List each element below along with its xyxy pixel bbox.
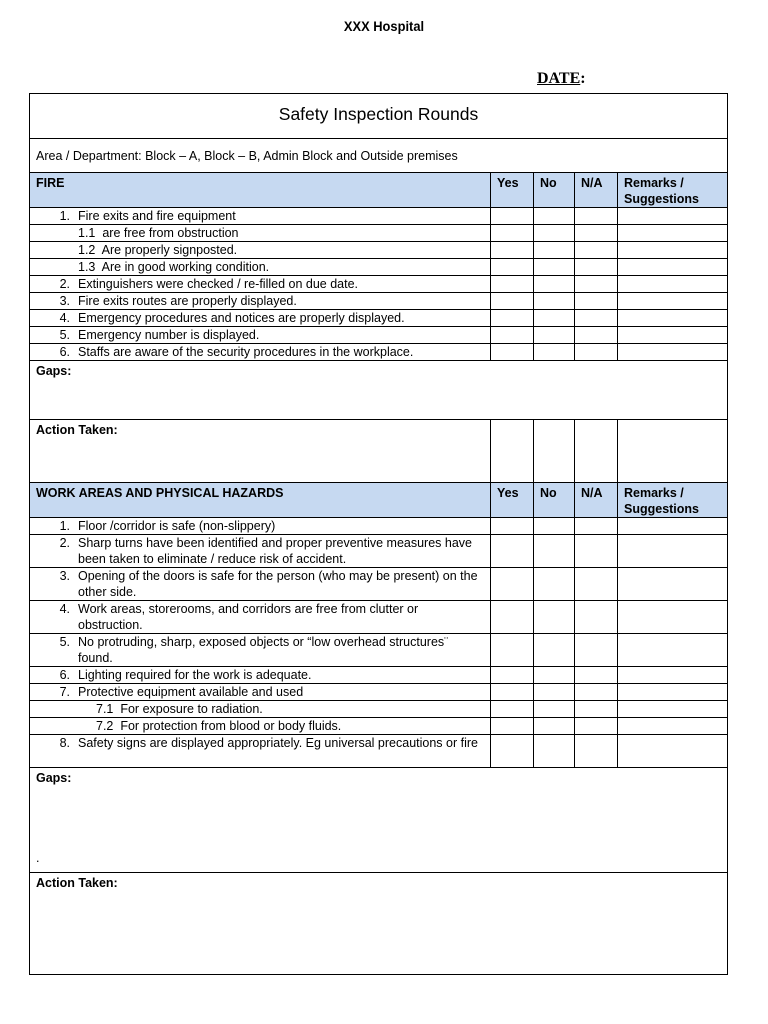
item-text: Staffs are aware of the security procedures in the workplace. — [78, 345, 414, 359]
no-cell[interactable] — [534, 344, 575, 361]
remarks-cell[interactable] — [618, 568, 728, 601]
na-cell[interactable] — [575, 518, 618, 535]
na-cell[interactable] — [575, 276, 618, 293]
remarks-cell[interactable] — [618, 344, 728, 361]
table-row — [30, 718, 728, 735]
no-cell[interactable] — [534, 684, 575, 701]
remarks-cell[interactable] — [618, 259, 728, 276]
item-text: Lighting required for the work is adequate. — [78, 668, 312, 682]
yes-cell[interactable] — [491, 327, 534, 344]
item-number: 1.3 — [78, 260, 96, 274]
table-row — [30, 667, 728, 684]
gaps-label: Gaps: — [36, 364, 72, 378]
work-heading: WORK AREAS AND PHYSICAL HAZARDS — [30, 483, 491, 518]
yes-cell[interactable] — [491, 634, 534, 667]
yes-cell[interactable] — [491, 701, 534, 718]
yes-cell[interactable] — [491, 568, 534, 601]
table-row — [30, 535, 728, 568]
no-cell[interactable] — [534, 225, 575, 242]
no-cell[interactable] — [534, 634, 575, 667]
table-row — [30, 259, 728, 276]
yes-cell[interactable] — [491, 735, 534, 768]
item-text: Emergency number is displayed. — [78, 328, 260, 342]
yes-cell[interactable] — [491, 242, 534, 259]
yes-cell[interactable] — [491, 518, 534, 535]
item-number: 1. — [59, 519, 70, 533]
table-row — [30, 310, 728, 327]
yes-cell[interactable] — [491, 420, 534, 483]
item-number: 4. — [59, 311, 70, 325]
no-cell[interactable] — [534, 718, 575, 735]
item-text: Fire exits and fire equipment — [78, 209, 236, 223]
col-yes: Yes — [491, 483, 534, 518]
item-text: Work areas, storerooms, and corridors are free from clutter or obstruction. — [78, 602, 419, 632]
form-title: Safety Inspection Rounds — [30, 94, 728, 139]
item-number: 2. — [59, 277, 70, 291]
item-number: 8. — [59, 736, 70, 750]
no-cell[interactable] — [534, 327, 575, 344]
fire-action-field[interactable] — [30, 420, 491, 483]
table-row — [30, 684, 728, 701]
table-row — [30, 518, 728, 535]
na-cell[interactable] — [575, 208, 618, 225]
col-no: No — [534, 483, 575, 518]
item-number: 4. — [59, 602, 70, 616]
remarks-cell[interactable] — [618, 242, 728, 259]
item-text: Are in good working condition. — [101, 260, 270, 274]
no-cell[interactable] — [534, 420, 575, 483]
yes-cell[interactable] — [491, 208, 534, 225]
table-row — [30, 634, 728, 667]
col-remarks — [618, 483, 728, 518]
na-cell[interactable] — [575, 634, 618, 667]
yes-cell[interactable] — [491, 344, 534, 361]
yes-cell[interactable] — [491, 276, 534, 293]
table-row — [30, 293, 728, 310]
no-cell[interactable] — [534, 701, 575, 718]
no-cell[interactable] — [534, 259, 575, 276]
table-row — [30, 344, 728, 361]
remarks-cell[interactable] — [618, 293, 728, 310]
item-number: 5. — [59, 328, 70, 342]
yes-cell[interactable] — [491, 259, 534, 276]
remarks-cell[interactable] — [618, 535, 728, 568]
col-no: No — [534, 173, 575, 208]
item-text: Extinguishers were checked / re-filled on due date. — [78, 277, 359, 291]
item-text: For exposure to radiation. — [120, 702, 263, 716]
col-remarks-line2: Suggestions — [624, 502, 700, 516]
item-number: 7.2 — [96, 719, 114, 733]
na-cell[interactable] — [575, 667, 618, 684]
table-row — [30, 327, 728, 344]
item-number: 6. — [59, 345, 70, 359]
action-label: Action Taken: — [36, 423, 118, 437]
remarks-cell[interactable] — [618, 208, 728, 225]
no-cell[interactable] — [534, 535, 575, 568]
na-cell[interactable] — [575, 344, 618, 361]
item-number: 6. — [59, 668, 70, 682]
item-text: Safety signs are displayed appropriately. Eg universal precautions or fire — [78, 736, 478, 750]
na-cell[interactable] — [575, 420, 618, 483]
item-number: 5. — [59, 635, 70, 649]
no-cell[interactable] — [534, 568, 575, 601]
fire-heading: FIRE — [30, 173, 491, 208]
work-header-row — [30, 483, 728, 518]
item-text: Protective equipment available and used — [78, 685, 304, 699]
yes-cell[interactable] — [491, 535, 534, 568]
yes-cell[interactable] — [491, 225, 534, 242]
no-cell[interactable] — [534, 276, 575, 293]
yes-cell[interactable] — [491, 310, 534, 327]
remarks-cell[interactable] — [618, 667, 728, 684]
item-text: For protection from blood or body fluids. — [120, 719, 342, 733]
item-text: Opening of the doors is safe for the person (who may be present) on the other side. — [78, 569, 478, 599]
item-number: 7.1 — [96, 702, 114, 716]
item-text: are free from obstruction — [102, 226, 239, 240]
na-cell[interactable] — [575, 293, 618, 310]
item-number: 1.2 — [78, 243, 96, 257]
no-cell[interactable] — [534, 735, 575, 768]
hospital-name: XXX Hospital — [343, 18, 425, 34]
col-remarks-line1: Remarks / — [624, 486, 684, 500]
remarks-cell[interactable] — [618, 276, 728, 293]
area-department: Area / Department: Block – A, Block – B, Admin Block and Outside premises — [30, 139, 728, 173]
no-cell[interactable] — [534, 208, 575, 225]
fire-gaps-field[interactable] — [30, 361, 728, 420]
item-number: 1. — [59, 209, 70, 223]
col-na: N/A — [575, 483, 618, 518]
col-na: N/A — [575, 173, 618, 208]
na-cell[interactable] — [575, 701, 618, 718]
yes-cell[interactable] — [491, 293, 534, 310]
table-row — [30, 601, 728, 634]
remarks-cell[interactable] — [618, 518, 728, 535]
col-remarks — [618, 173, 728, 208]
remarks-cell[interactable] — [618, 420, 728, 483]
item-number: 1.1 — [78, 226, 96, 240]
na-cell[interactable] — [575, 735, 618, 768]
remarks-cell[interactable] — [618, 310, 728, 327]
remarks-cell[interactable] — [618, 701, 728, 718]
yes-cell[interactable] — [491, 684, 534, 701]
dot-mark: . — [36, 851, 40, 865]
na-cell[interactable] — [575, 535, 618, 568]
na-cell[interactable] — [575, 327, 618, 344]
item-number: 3. — [59, 569, 70, 583]
table-row — [30, 208, 728, 225]
work-action-field[interactable] — [30, 873, 728, 975]
item-number: 2. — [59, 536, 70, 550]
work-gaps-field[interactable] — [30, 768, 728, 873]
action-label: Action Taken: — [36, 876, 118, 890]
na-cell[interactable] — [575, 568, 618, 601]
remarks-cell[interactable] — [618, 327, 728, 344]
col-remarks-line1: Remarks / — [624, 176, 684, 190]
no-cell[interactable] — [534, 310, 575, 327]
na-cell[interactable] — [575, 242, 618, 259]
gaps-label: Gaps: — [36, 771, 72, 785]
yes-cell[interactable] — [491, 601, 534, 634]
remarks-cell[interactable] — [618, 225, 728, 242]
remarks-cell[interactable] — [618, 735, 728, 768]
table-row — [30, 242, 728, 259]
item-text: Are properly signposted. — [101, 243, 238, 257]
na-cell[interactable] — [575, 225, 618, 242]
yes-cell[interactable] — [491, 667, 534, 684]
remarks-cell[interactable] — [618, 601, 728, 634]
no-cell[interactable] — [534, 293, 575, 310]
item-text: Fire exits routes are properly displayed. — [78, 294, 297, 308]
item-text: Sharp turns have been identified and proper preventive measures have been taken to eliminate / reduce risk of accident. — [78, 536, 473, 566]
item-text: Emergency procedures and notices are properly displayed. — [78, 311, 405, 325]
date-text: DATE — [537, 70, 581, 87]
inspection-table — [29, 93, 728, 975]
remarks-cell[interactable] — [618, 634, 728, 667]
na-cell[interactable] — [575, 259, 618, 276]
fire-action-row — [30, 420, 728, 483]
no-cell[interactable] — [534, 601, 575, 634]
na-cell[interactable] — [575, 684, 618, 701]
fire-header-row — [30, 173, 728, 208]
item-number: 3. — [59, 294, 70, 308]
col-remarks-line2: Suggestions — [624, 192, 700, 206]
table-row — [30, 735, 728, 768]
no-cell[interactable] — [534, 242, 575, 259]
no-cell[interactable] — [534, 518, 575, 535]
table-row — [30, 701, 728, 718]
table-row — [30, 276, 728, 293]
item-number: 7. — [59, 685, 70, 699]
yes-cell[interactable] — [491, 718, 534, 735]
item-text: Floor /corridor is safe (non-slippery) — [78, 519, 276, 533]
table-row — [30, 568, 728, 601]
na-cell[interactable] — [575, 718, 618, 735]
table-row — [30, 225, 728, 242]
remarks-cell[interactable] — [618, 718, 728, 735]
no-cell[interactable] — [534, 667, 575, 684]
col-yes: Yes — [491, 173, 534, 208]
remarks-cell[interactable] — [618, 684, 728, 701]
na-cell[interactable] — [575, 601, 618, 634]
na-cell[interactable] — [575, 310, 618, 327]
item-text: No protruding, sharp, exposed objects or “low overhead structures¨ found. — [78, 635, 449, 665]
date-colon: : — [580, 70, 586, 87]
date-label — [537, 70, 586, 88]
